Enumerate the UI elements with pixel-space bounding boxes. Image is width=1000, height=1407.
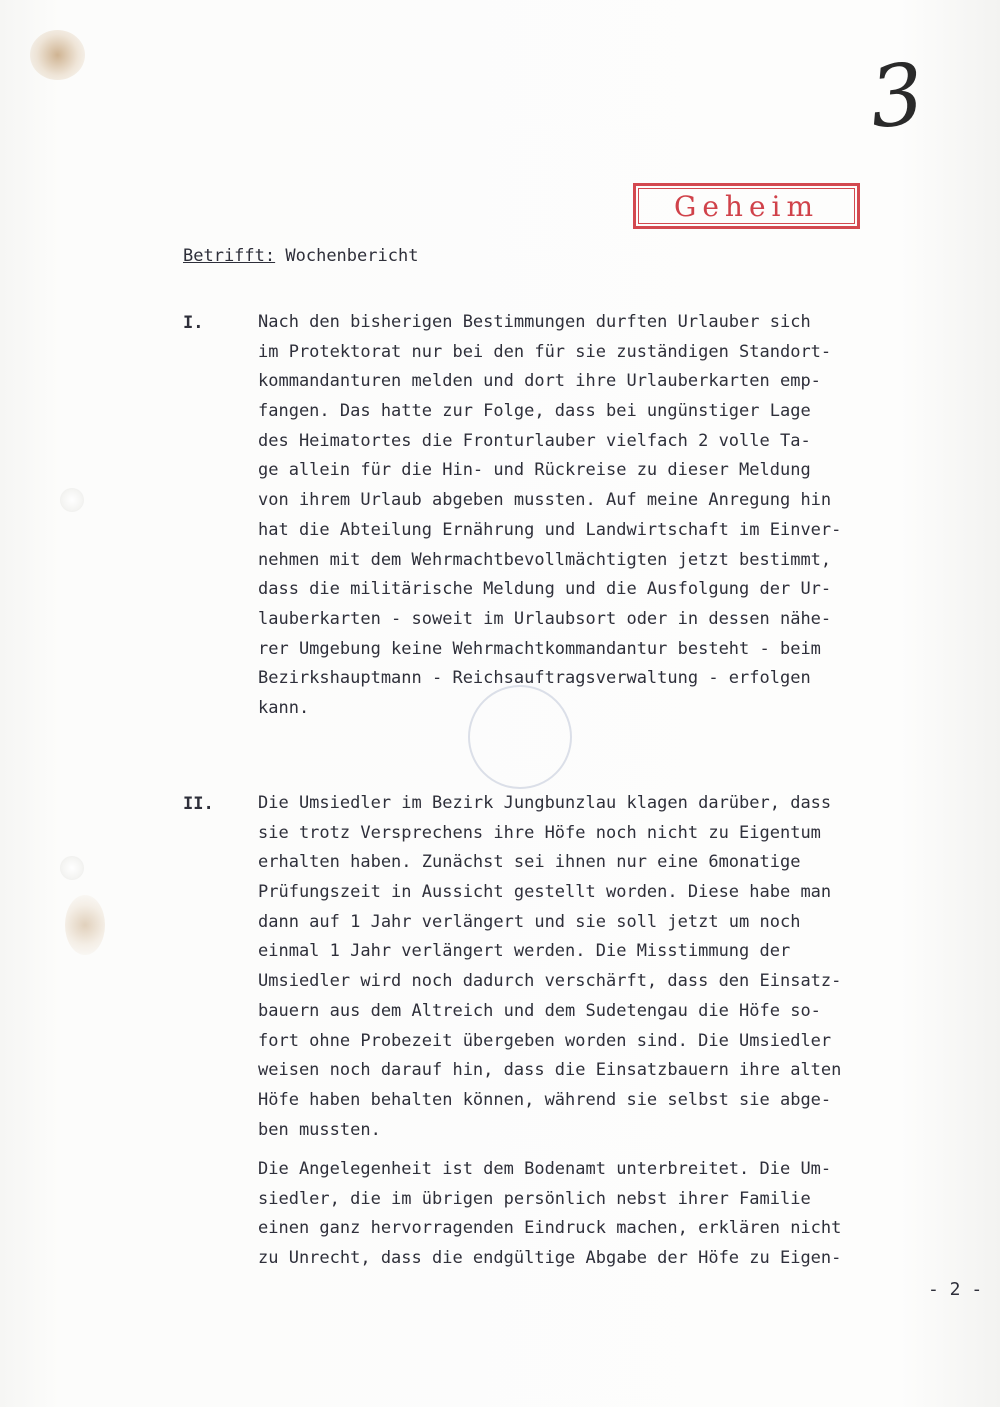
classification-stamp — [633, 183, 860, 229]
text-line: fangen. Das hatte zur Folge, dass bei ungünstiger Lage — [258, 401, 811, 422]
classification-stamp-label: Geheim — [673, 190, 820, 223]
text-line: Höfe haben behalten können, während sie selbst sie abge- — [258, 1089, 832, 1110]
text-line: von ihrem Urlaub abgeben mussten. Auf meine Anregung hin — [258, 490, 832, 511]
subject-value: Wochenbericht — [285, 246, 419, 266]
text-line: dann auf 1 Jahr verlängert und sie soll jetzt um noch — [258, 911, 801, 932]
subject-line — [183, 244, 418, 268]
text-line: Die Angelegenheit ist dem Bodenamt unterbreitet. Die Um- — [258, 1159, 832, 1179]
handwritten-page-number: 3 — [865, 44, 929, 148]
text-line: ben mussten. — [258, 1119, 381, 1140]
punch-hole-bottom — [60, 856, 84, 880]
subject-label: Betrifft: — [183, 246, 276, 266]
text-line: kommandanturen melden und dort ihre Urlauberkarten emp- — [258, 371, 821, 392]
section-number-2: II. — [183, 794, 214, 814]
text-line: Die Umsiedler im Bezirk Jungbunzlau klagen darüber, dass — [258, 793, 832, 813]
text-line: bauern aus dem Altreich und dem Sudetengau die Höfe so- — [258, 1000, 821, 1021]
text-line: ge allein für die Hin- und Rückreise zu dieser Meldung — [258, 460, 811, 481]
text-line: Nach den bisherigen Bestimmungen durften Urlauber sich — [258, 312, 811, 332]
text-line: einen ganz hervorragenden Eindruck machen, erklären nicht — [258, 1218, 842, 1239]
section-1-paragraph-1 — [258, 308, 958, 724]
text-line: Prüfungszeit in Aussicht gestellt worden. Diese habe man — [258, 882, 832, 903]
text-line: fort ohne Probezeit übergeben worden sind. Die Umsiedler — [258, 1030, 832, 1051]
text-line: Bezirkshauptmann - Reichsauftragsverwaltung - erfolgen — [258, 668, 811, 689]
water-stain — [65, 895, 105, 955]
text-line: hat die Abteilung Ernährung und Landwirtschaft im Einver- — [258, 519, 842, 540]
section-2-paragraph-2 — [258, 1155, 958, 1274]
section-2-paragraph-1 — [258, 789, 958, 1145]
text-line: sie trotz Versprechens ihre Höfe noch nicht zu Eigentum — [258, 822, 821, 843]
text-line: Umsiedler wird noch dadurch verschärft, dass den Einsatz- — [258, 971, 842, 992]
text-line: dass die militärische Meldung und die Ausfolgung der Ur- — [258, 579, 832, 600]
text-line: des Heimatortes die Fronturlauber vielfach 2 volle Ta- — [258, 430, 811, 451]
rust-stain — [30, 30, 85, 80]
text-line: weisen noch darauf hin, dass die Einsatzbauern ihre alten — [258, 1060, 842, 1081]
text-line: nehmen mit dem Wehrmachtbevollmächtigten jetzt bestimmt, — [258, 549, 832, 570]
next-page-marker: - 2 - — [928, 1279, 983, 1300]
text-line: kann. — [258, 697, 310, 718]
text-line: zu Unrecht, dass die endgültige Abgabe der Höfe zu Eigen- — [258, 1248, 842, 1269]
punch-hole-top — [60, 488, 84, 512]
text-line: lauberkarten - soweit im Urlaubsort oder in dessen nähe- — [258, 608, 832, 629]
text-line: einmal 1 Jahr verlängert werden. Die Misstimmung der — [258, 941, 791, 962]
text-line: erhalten haben. Zunächst sei ihnen nur eine 6monatige — [258, 852, 801, 873]
text-line: rer Umgebung keine Wehrmachtkommandantur besteht - beim — [258, 638, 821, 659]
text-line: im Protektorat nur bei den für sie zuständigen Standort- — [258, 341, 832, 362]
section-number-1: I. — [183, 313, 204, 333]
text-line: siedler, die im übrigen persönlich nebst ihrer Familie — [258, 1188, 811, 1209]
